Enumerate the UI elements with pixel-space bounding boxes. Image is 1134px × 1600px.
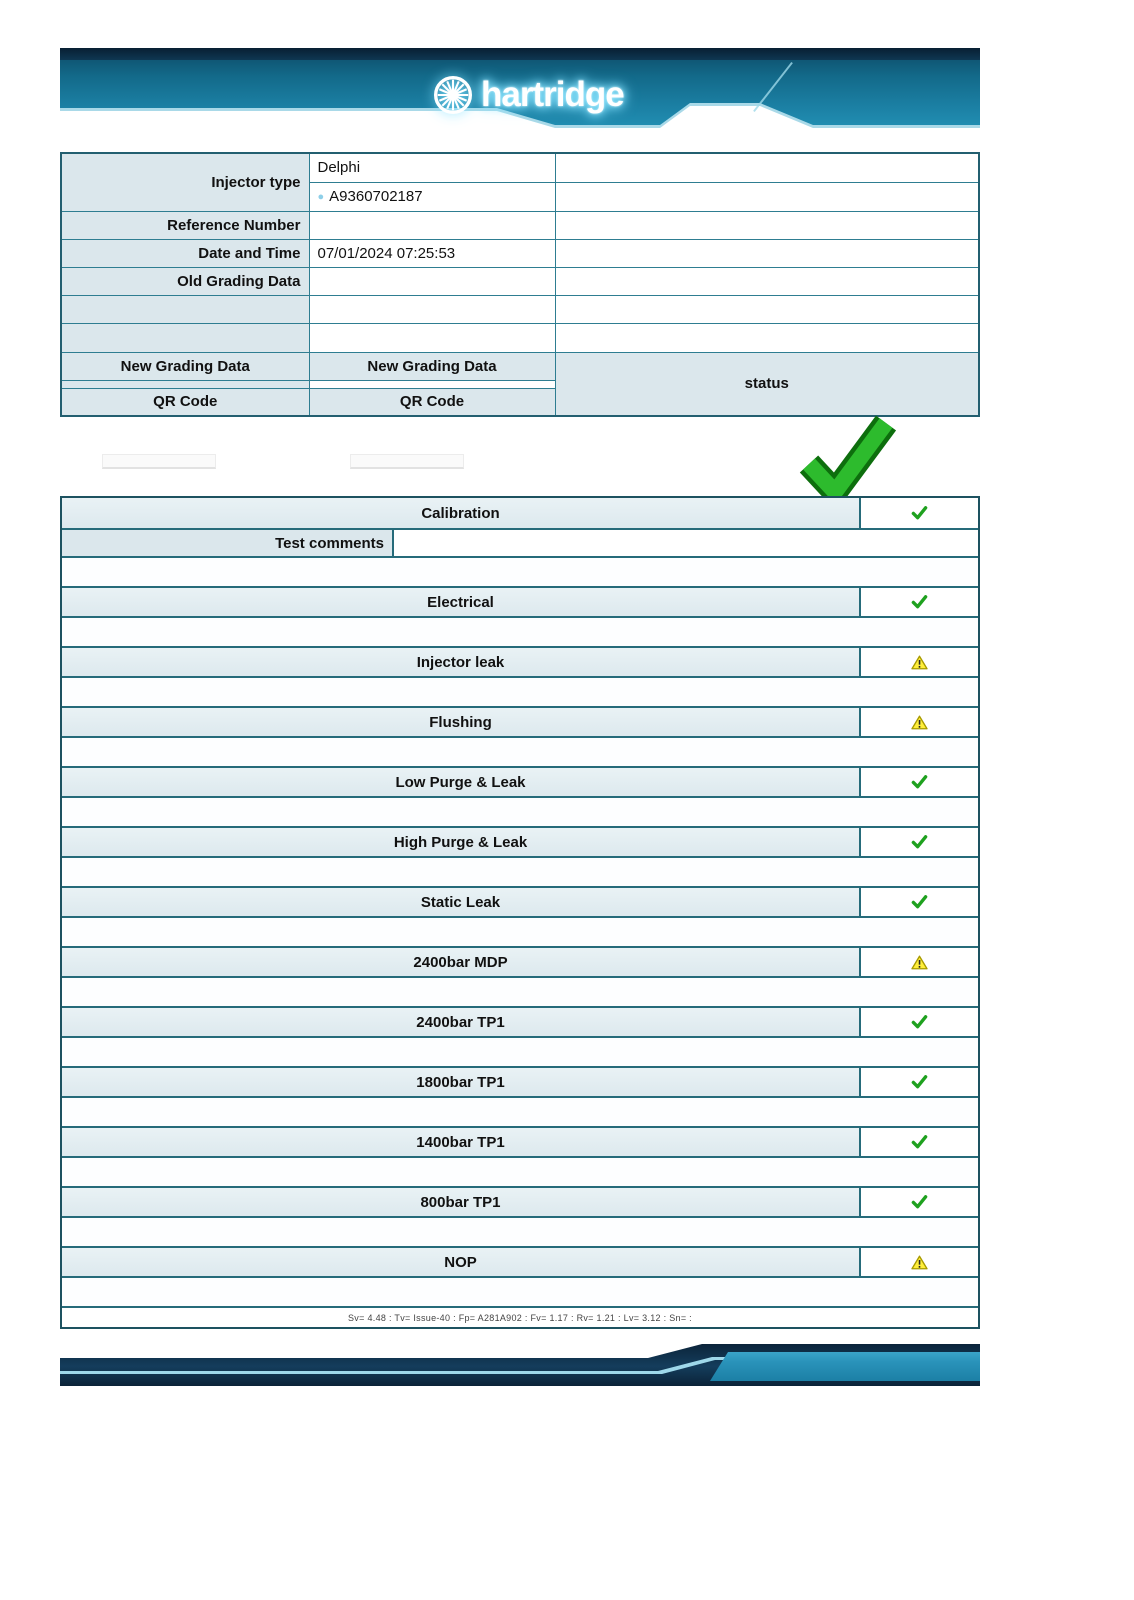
test-results-table <box>60 496 980 1329</box>
qr-placeholder <box>350 454 464 469</box>
warning-icon <box>911 655 928 670</box>
version-info-text: Sv= 4.48 : Tv= Issue-40 : Fp= A281A902 : Fv= 1.17 : Rv= 1.21 : Lv= 3.12 : Sn= : <box>348 1312 692 1323</box>
test-row <box>62 586 978 616</box>
empty-cell <box>555 323 979 352</box>
test-row <box>62 1006 978 1036</box>
separator-row <box>62 676 978 706</box>
check-icon <box>911 1194 928 1210</box>
wheel-icon <box>432 74 474 116</box>
separator-row <box>62 1276 978 1306</box>
test-row <box>62 1066 978 1096</box>
status-header-cell: status <box>555 352 979 416</box>
test-label: 2400bar MDP <box>62 948 859 976</box>
test-row <box>62 1126 978 1156</box>
separator-row <box>62 616 978 646</box>
test-status-cell <box>859 948 978 976</box>
date-time-value: 07/01/2024 07:25:53 <box>309 239 555 267</box>
check-icon <box>911 1074 928 1090</box>
qr-placeholder <box>102 454 216 469</box>
test-label: 800bar TP1 <box>62 1188 859 1216</box>
test-comments-label: Test comments <box>62 530 394 556</box>
test-status-cell <box>859 888 978 916</box>
empty-cell <box>555 267 979 295</box>
footer-banner <box>60 1340 980 1388</box>
test-status-cell <box>859 648 978 676</box>
warning-icon <box>911 1255 928 1270</box>
test-status-cell <box>859 1008 978 1036</box>
date-time-label: Date and Time <box>61 239 309 267</box>
old-grading-label: Old Grading Data <box>61 267 309 295</box>
thin-spacer-cell <box>61 380 309 388</box>
test-status-cell <box>859 1188 978 1216</box>
empty-cell <box>309 295 555 323</box>
separator-row <box>62 856 978 886</box>
test-status-cell <box>859 708 978 736</box>
header-banner <box>60 48 980 130</box>
test-status-cell <box>859 1128 978 1156</box>
separator-row <box>62 556 978 586</box>
test-status-cell <box>859 828 978 856</box>
check-icon <box>911 594 928 610</box>
test-row <box>62 1186 978 1216</box>
old-grading-value <box>309 267 555 295</box>
reference-number-value <box>309 211 555 239</box>
separator-row <box>62 736 978 766</box>
test-label: Static Leak <box>62 888 859 916</box>
check-icon <box>911 894 928 910</box>
empty-cell <box>555 211 979 239</box>
test-label: 2400bar TP1 <box>62 1008 859 1036</box>
test-label: Injector leak <box>62 648 859 676</box>
injector-type-label: Injector type <box>61 153 309 211</box>
test-label: Calibration <box>62 498 859 528</box>
test-comments-row <box>62 528 978 556</box>
injector-part-number-cell <box>309 182 555 211</box>
test-row <box>62 946 978 976</box>
check-icon <box>911 1014 928 1030</box>
test-label: NOP <box>62 1248 859 1276</box>
check-icon <box>911 505 928 521</box>
empty-cell <box>555 153 979 182</box>
empty-label-cell <box>61 295 309 323</box>
empty-cell <box>555 295 979 323</box>
separator-row <box>62 916 978 946</box>
warning-icon <box>911 955 928 970</box>
empty-cell <box>555 239 979 267</box>
brand-logo <box>432 74 624 116</box>
brand-wordmark: hartridge <box>481 75 624 114</box>
version-info-row <box>62 1306 978 1327</box>
injector-info-table <box>60 152 980 417</box>
new-grading-mid-label: New Grading Data <box>309 352 555 380</box>
test-status-cell <box>859 588 978 616</box>
test-status-cell <box>859 1068 978 1096</box>
check-icon <box>911 774 928 790</box>
separator-row <box>62 1036 978 1066</box>
test-status-cell <box>859 768 978 796</box>
warning-icon <box>911 715 928 730</box>
injector-part-number: A9360702187 <box>329 188 423 205</box>
test-row <box>62 826 978 856</box>
test-label: Flushing <box>62 708 859 736</box>
check-icon <box>911 1134 928 1150</box>
separator-row <box>62 1216 978 1246</box>
test-row <box>62 706 978 736</box>
test-row <box>62 646 978 676</box>
banner-top-strip <box>60 48 980 60</box>
test-label: 1800bar TP1 <box>62 1068 859 1096</box>
separator-row <box>62 1096 978 1126</box>
test-row <box>62 886 978 916</box>
test-comments-value <box>394 530 978 556</box>
test-row <box>62 498 978 528</box>
qr-code-left-label: QR Code <box>61 388 309 416</box>
qr-code-mid-label: QR Code <box>309 388 555 416</box>
injector-make-value: Delphi <box>309 153 555 182</box>
test-label: Low Purge & Leak <box>62 768 859 796</box>
test-status-cell <box>859 498 978 528</box>
test-status-cell <box>859 1248 978 1276</box>
test-label: Electrical <box>62 588 859 616</box>
empty-label-cell <box>61 323 309 352</box>
test-row <box>62 1246 978 1276</box>
check-icon <box>911 834 928 850</box>
test-label: High Purge & Leak <box>62 828 859 856</box>
thin-spacer-cell <box>309 380 555 388</box>
separator-row <box>62 796 978 826</box>
empty-cell <box>555 182 979 211</box>
new-grading-left-label: New Grading Data <box>61 352 309 380</box>
reference-number-label: Reference Number <box>61 211 309 239</box>
test-label: 1400bar TP1 <box>62 1128 859 1156</box>
overall-pass-check-icon <box>796 413 896 508</box>
empty-cell <box>309 323 555 352</box>
separator-row <box>62 976 978 1006</box>
separator-row <box>62 1156 978 1186</box>
bullet-icon: ● <box>317 191 325 203</box>
test-row <box>62 766 978 796</box>
